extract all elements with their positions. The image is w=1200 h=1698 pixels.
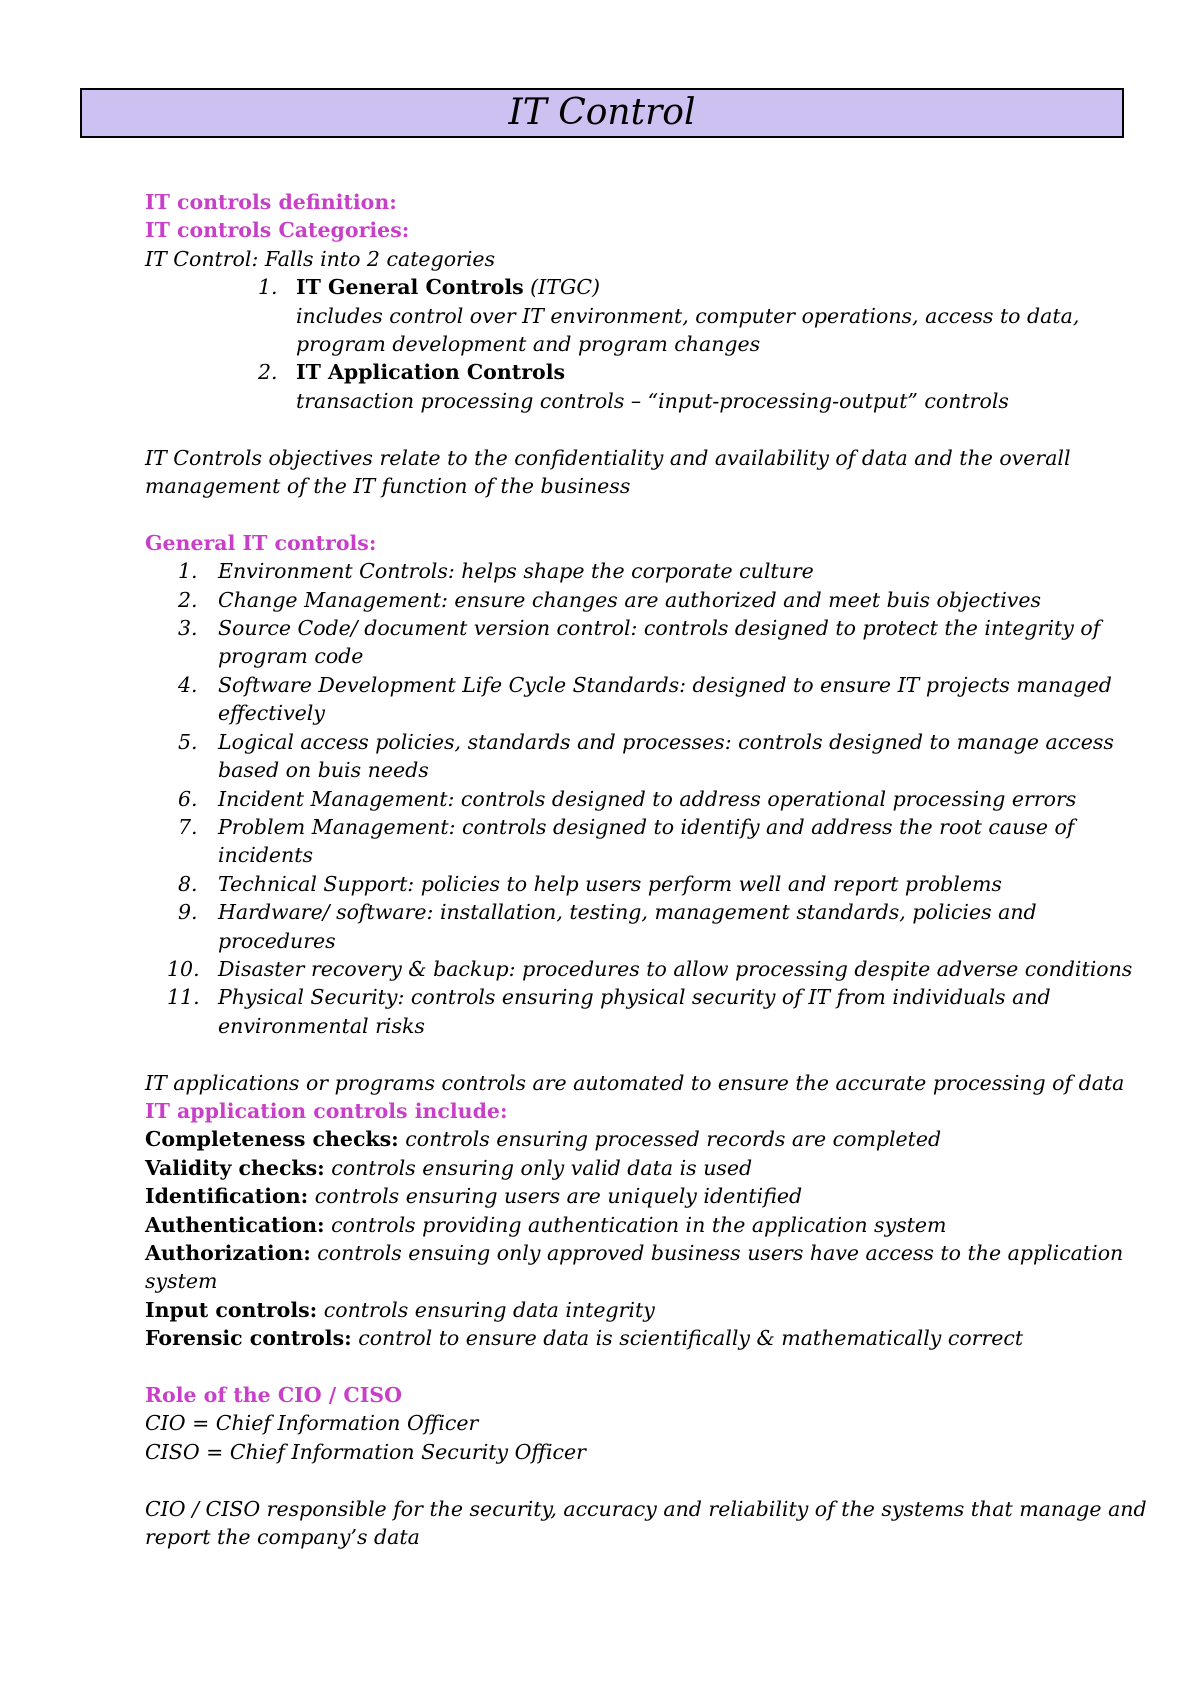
applications-intro: IT applications or programs controls are automated to ensure the accurate processing of data [145,1070,1125,1095]
application-control-item [145,1324,1145,1352]
general-control-text: procedures [218,928,336,953]
general-control-item [145,870,1145,898]
ciso-definition: CISO = Chief Information Security Officer [145,1439,586,1464]
general-control-number: 1. [178,559,198,584]
general-control-number: 11. [167,985,200,1010]
general-control-number: 9. [178,900,198,925]
general-control-text: Environment Controls: helps shape the corporate culture [218,559,814,584]
application-control-desc: controls ensuring only valid data is used [324,1155,753,1180]
application-control-desc: control to ensure data is scientifically & mathematically correct [351,1326,1024,1351]
application-control-item [145,1182,1145,1210]
general-control-text: Change Management: ensure changes are authorized and meet buis objectives [218,587,1042,612]
objectives-text: IT Controls objectives relate to the confidentiality and availability of data and the overall [145,445,1071,470]
application-control-item [145,1125,1145,1153]
category-item [145,358,1145,386]
cio-responsibility: CIO / CISO responsible for the security, accuracy and reliability of the systems that manage and [145,1496,1147,1521]
category-desc: program development and program changes [296,332,761,357]
general-control-text: Physical Security: controls ensuring physical security of IT from individuals and [218,985,1051,1010]
general-control-item [145,813,1145,841]
general-control-item [145,983,1145,1011]
category-item [145,273,1145,301]
general-control-item [145,671,1145,699]
general-control-number: 6. [178,786,198,811]
general-control-text: Hardware/ software: installation, testing, management standards, policies and [218,900,1037,925]
cio-definition: CIO = Chief Information Officer [145,1411,479,1436]
general-control-text: Logical access policies, standards and processes: controls designed to manage access [218,729,1114,754]
general-control-item [145,557,1145,585]
application-control-item [145,1211,1145,1239]
general-control-text: Source Code/ document version control: controls designed to protect the integrity of [218,616,1101,641]
general-control-item [145,586,1145,614]
categories-header: IT controls Categories: [145,218,410,243]
general-control-text: effectively [218,701,325,726]
application-control-desc: controls ensuring processed records are completed [398,1127,942,1152]
category-name: IT General Controls [296,275,524,300]
general-control-text: program code [218,644,364,669]
general-control-text: based on buis needs [218,758,429,783]
category-number: 2. [258,360,278,385]
application-control-term: Input controls: [145,1297,318,1322]
general-control-text: Technical Support: policies to help users perform well and report problems [218,871,1002,896]
application-control-desc: controls ensuing only approved business users have access to the application [310,1240,1124,1265]
definition-header: IT controls definition: [145,190,397,214]
application-control-term: Completeness checks: [145,1127,399,1152]
application-control-item [145,1239,1145,1267]
objectives-text: management of the IT function of the business [145,474,631,499]
general-control-number: 7. [178,814,198,839]
application-control-term: Authentication: [145,1212,325,1237]
application-control-desc: controls providing authentication in the application system [324,1212,947,1237]
application-control-term: Validity checks: [145,1155,325,1180]
application-control-term: Forensic controls: [145,1326,352,1351]
general-control-continuation [145,699,1145,727]
general-control-number: 8. [178,871,198,896]
general-control-text: Disaster recovery & backup: procedures to allow processing despite adverse conditions [218,956,1133,981]
application-control-continuation [145,1267,1145,1295]
title-box [80,88,1124,138]
category-name: IT Application Controls [296,360,566,385]
general-control-continuation [145,642,1145,670]
general-control-text: Incident Management: controls designed to address operational processing errors [218,786,1077,811]
category-desc: transaction processing controls – “input-processing-output” controls [296,388,1009,413]
general-control-text: environmental risks [218,1013,425,1038]
general-control-continuation [145,1012,1145,1040]
general-control-text: Problem Management: controls designed to identify and address the root cause of [218,814,1075,839]
categories-intro: IT Control: Falls into 2 categories [145,246,496,271]
general-control-number: 5. [178,729,198,754]
general-header: General IT controls: [145,530,377,555]
general-control-continuation [145,841,1145,869]
general-control-text: incidents [218,843,314,868]
general-control-item [145,955,1145,983]
application-control-item [145,1296,1145,1324]
general-control-item [145,785,1145,813]
application-control-term: Identification: [145,1184,309,1209]
category-desc: includes control over IT environment, computer operations, access to data, [296,303,1080,328]
general-control-item [145,614,1145,642]
general-control-number: 2. [178,587,198,612]
cio-header: Role of the CIO / CISO [145,1383,402,1407]
general-control-continuation [145,927,1145,955]
general-control-text: Software Development Life Cycle Standards: designed to ensure IT projects managed [218,672,1112,697]
category-suffix: (ITGC) [523,275,601,300]
general-control-number: 10. [167,956,200,981]
general-control-number: 3. [178,616,198,641]
cio-responsibility: report the company’s data [145,1525,420,1550]
application-control-desc: controls ensuring data integrity [317,1297,655,1322]
application-control-desc: system [145,1269,218,1294]
application-control-item [145,1154,1145,1182]
general-control-continuation [145,756,1145,784]
application-header: IT application controls include: [145,1098,508,1123]
general-control-item [145,728,1145,756]
categories-list [145,273,1145,415]
application-control-term: Authorization: [145,1240,311,1265]
general-controls-list [145,557,1145,1040]
application-control-desc: controls ensuring users are uniquely identified [308,1184,803,1209]
general-control-number: 4. [178,672,198,697]
page-title: IT Control [508,92,696,133]
category-number: 1. [258,275,278,300]
application-controls-list [145,1125,1145,1352]
document-body [145,188,1145,1551]
general-control-item [145,898,1145,926]
